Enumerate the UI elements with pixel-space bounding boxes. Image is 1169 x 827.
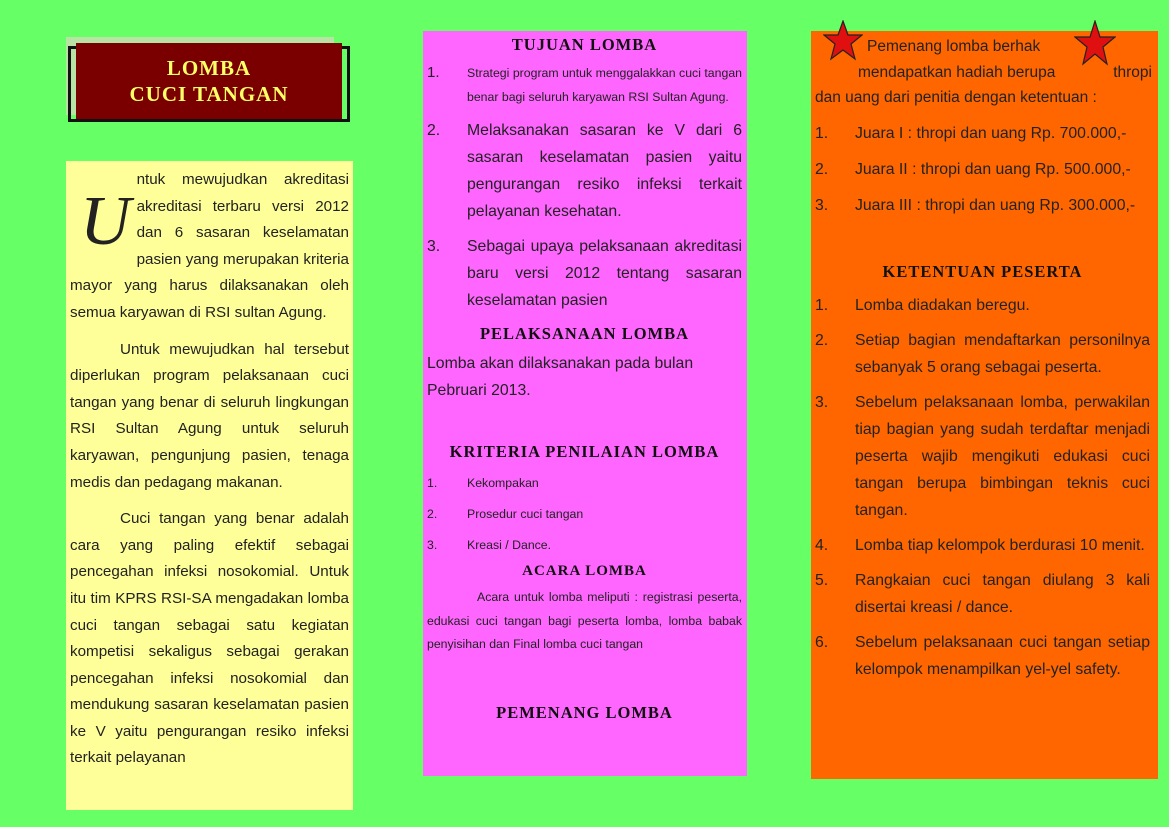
list-text: Juara I : thropi dan uang Rp. 700.000,- <box>855 125 1127 142</box>
acara-text: Acara untuk lomba meliputi : registrasi peserta, edukasi cuci tangan bagi peserta lomba, lomba babak penyisihan dan Final lomba cuci tangan <box>427 590 742 652</box>
title-line-1: LOMBA <box>166 56 252 80</box>
list-text: Strategi program untuk menggalakkan cuci tangan benar bagi seluruh karyawan RSI Sultan Agung. <box>467 66 742 104</box>
kriteria-heading: KRITERIA PENILAIAN LOMBA <box>449 442 720 461</box>
pemenang-heading: PEMENANG LOMBA <box>496 703 673 723</box>
list-item <box>427 233 742 314</box>
list-number: 1. <box>427 64 440 81</box>
tujuan-list <box>427 61 742 314</box>
pemenang-intro-line-3: dan uang dari penitia dengan ketentuan : <box>815 89 1097 106</box>
list-number: 1. <box>815 125 829 142</box>
list-text: Kreasi / Dance. <box>467 538 552 552</box>
drop-cap: U <box>80 183 131 260</box>
list-number: 5. <box>815 572 829 589</box>
star-icon <box>1074 20 1116 66</box>
intro-panel <box>66 161 353 810</box>
list-item <box>427 117 742 225</box>
star-icon <box>823 20 863 62</box>
pelaksanaan-heading: PELAKSANAAN LOMBA <box>479 324 690 343</box>
intro-paragraph-1 <box>70 167 349 327</box>
intro-paragraph-1-text: ntuk mewujudkan akreditasi akreditasi terbaru versi 2012 dan 6 sasaran keselamatan pasien yang merupakan kriteria mayor yang harus dilaksanakan oleh semua karyawan di RSI sultan Agung. <box>70 171 349 321</box>
tujuan-heading: TUJUAN LOMBA <box>511 35 658 54</box>
list-item <box>815 327 1150 381</box>
list-item <box>815 292 1150 319</box>
list-number: 2. <box>815 332 829 349</box>
list-text: Rangkaian cuci tangan diulang 3 kali disertai kreasi / dance. <box>855 572 1150 616</box>
kriteria-list <box>427 468 742 561</box>
list-item <box>815 188 1150 224</box>
list-text: Lomba diadakan beregu. <box>855 297 1030 314</box>
title-block <box>66 37 354 125</box>
ketentuan-heading: KETENTUAN PESERTA <box>882 262 1083 281</box>
intro-paragraph-2: Untuk mewujudkan hal tersebut diperlukan program pelaksanaan cuci tangan yang benar di seluruh lingkungan RSI Sultan Agung untuk seluruh karyawan, pengunjung pasien, tenaga medis dan pedagang makanan. <box>70 340 349 491</box>
list-text: Juara II : thropi dan uang Rp. 500.000,- <box>855 161 1131 178</box>
list-text: Juara III : thropi dan uang Rp. 300.000,- <box>855 197 1136 214</box>
middle-panel <box>423 31 747 776</box>
list-item <box>427 468 742 499</box>
list-number: 2. <box>427 507 438 521</box>
pemenang-intro-line-2b: thropi <box>1113 64 1152 81</box>
pemenang-intro-line-1: Pemenang lomba berhak <box>867 38 1041 55</box>
acara-heading: ACARA LOMBA <box>522 563 647 579</box>
list-text: Melaksanakan sasaran ke V dari 6 sasaran keselamatan pasien yaitu pengurangan resiko infeksi terkait pelayanan kesehatan. <box>467 122 742 220</box>
list-item <box>815 116 1150 152</box>
pelaksanaan-text: Lomba akan dilaksanakan pada bulan Pebruari 2013. <box>427 355 694 399</box>
pemenang-list <box>815 116 1150 224</box>
list-text: Setiap bagian mendaftarkan personilnya sebanyak 5 orang sebagai peserta. <box>855 332 1150 376</box>
list-item <box>815 389 1150 524</box>
list-number: 1. <box>815 297 829 314</box>
list-number: 4. <box>815 537 829 554</box>
list-text: Sebelum pelaksanaan cuci tangan setiap kelompok menampilkan yel-yel safety. <box>855 634 1150 678</box>
list-text: Lomba tiap kelompok berdurasi 10 menit. <box>855 537 1145 554</box>
list-item <box>815 532 1150 559</box>
pemenang-intro-line-2a: mendapatkan hadiah berupa <box>858 64 1056 81</box>
list-item <box>427 499 742 530</box>
list-number: 2. <box>815 161 829 178</box>
list-item <box>815 567 1150 621</box>
list-number: 3. <box>427 238 441 255</box>
page-title <box>76 43 342 119</box>
list-item <box>815 152 1150 188</box>
list-text: Kekompakan <box>467 476 539 490</box>
list-item <box>427 530 742 561</box>
list-text: Sebelum pelaksanaan lomba, perwakilan tiap bagian yang sudah terdaftar menjadi peserta wajib mengikuti edukasi cuci tangan berupa bimbingan teknis cuci tangan. <box>855 394 1150 519</box>
list-number: 3. <box>815 197 829 214</box>
list-number: 3. <box>815 394 829 411</box>
intro-paragraph-3: Cuci tangan yang benar adalah cara yang paling efektif sebagai pencegahan infeksi nosokomial. Untuk itu tim KPRS RSI-SA mengadakan lomba cuci tangan sebagai satu kegiatan kompetisi sekaligus sebagai gerakan pencegahan infeksi nosokomial dan mendukung sasaran keselamatan pasien ke V yaitu pengurangan resiko infeksi terkait pelayanan <box>70 510 349 767</box>
list-item <box>815 629 1150 683</box>
title-line-2: CUCI TANGAN <box>129 82 289 106</box>
list-number: 3. <box>427 538 438 552</box>
ketentuan-list <box>815 292 1150 683</box>
list-text: Prosedur cuci tangan <box>467 507 584 521</box>
list-number: 6. <box>815 634 829 651</box>
list-number: 2. <box>427 122 441 139</box>
list-item <box>427 61 742 109</box>
list-text: Sebagai upaya pelaksanaan akreditasi baru versi 2012 tentang sasaran keselamatan pasien <box>467 238 742 309</box>
list-number: 1. <box>427 476 438 490</box>
right-panel <box>811 31 1158 779</box>
